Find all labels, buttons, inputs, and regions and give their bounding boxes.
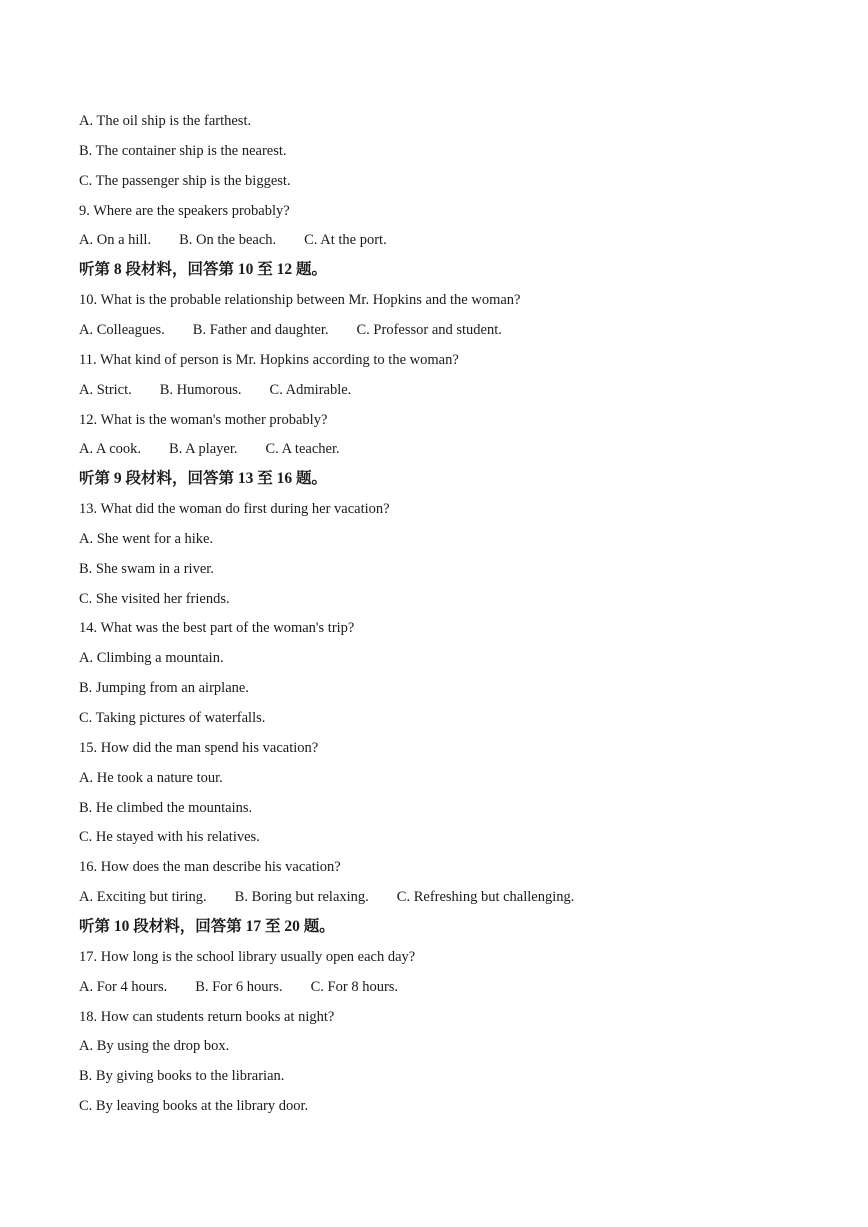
answer-option: A. On a hill.	[79, 232, 152, 248]
question-line: B. The container ship is the nearest.	[79, 143, 287, 159]
answer-option: B. Boring but relaxing.	[234, 889, 369, 905]
question-line: 14. What was the best part of the woman's trip?	[79, 620, 355, 636]
answer-options-row	[79, 321, 828, 339]
answer-option: B. For 6 hours.	[195, 979, 283, 995]
question-line: A. By using the drop box.	[79, 1038, 230, 1054]
answer-option: A. Exciting but tiring.	[79, 889, 207, 905]
question-line: 9. Where are the speakers probably?	[79, 203, 290, 219]
section-heading: 听第 10 段材料，回答第 17 至 20 题。	[79, 918, 335, 935]
question-line: B. She swam in a river.	[79, 561, 214, 577]
answer-options-row	[79, 888, 828, 906]
answer-options-row	[79, 440, 828, 458]
section-heading: 听第 8 段材料，回答第 10 至 12 题。	[79, 261, 328, 278]
question-line: B. By giving books to the librarian.	[79, 1068, 285, 1084]
answer-option: A. Colleagues.	[79, 322, 165, 338]
section-heading: 听第 9 段材料，回答第 13 至 16 题。	[79, 470, 328, 487]
question-line: 11. What kind of person is Mr. Hopkins according to the woman?	[79, 352, 459, 368]
question-line: A. Climbing a mountain.	[79, 650, 224, 666]
answer-option: A. A cook.	[79, 441, 142, 457]
question-line: C. Taking pictures of waterfalls.	[79, 710, 266, 726]
question-line: 12. What is the woman's mother probably?	[79, 412, 328, 428]
question-line: 17. How long is the school library usually open each day?	[79, 949, 416, 965]
answer-options-row	[79, 978, 828, 996]
answer-option: C. Admirable.	[269, 382, 352, 398]
answer-options-row	[79, 381, 828, 399]
question-line: C. The passenger ship is the biggest.	[79, 173, 291, 189]
answer-options-row	[79, 231, 828, 249]
answer-option: C. At the port.	[304, 232, 387, 248]
answer-option: C. Refreshing but challenging.	[396, 889, 575, 905]
answer-option: A. Strict.	[79, 382, 132, 398]
question-line: C. He stayed with his relatives.	[79, 829, 260, 845]
answer-option: C. A teacher.	[265, 441, 340, 457]
question-line: 10. What is the probable relationship between Mr. Hopkins and the woman?	[79, 292, 521, 308]
answer-option: A. For 4 hours.	[79, 979, 168, 995]
question-line: C. By leaving books at the library door.	[79, 1098, 309, 1114]
question-line: A. The oil ship is the farthest.	[79, 113, 252, 129]
answer-option: B. Humorous.	[159, 382, 242, 398]
question-line: B. He climbed the mountains.	[79, 800, 253, 816]
answer-option: B. A player.	[169, 441, 238, 457]
question-line: 15. How did the man spend his vacation?	[79, 740, 319, 756]
question-line: A. He took a nature tour.	[79, 770, 223, 786]
answer-option: C. For 8 hours.	[310, 979, 399, 995]
question-line: 13. What did the woman do first during her vacation?	[79, 501, 390, 517]
question-line: C. She visited her friends.	[79, 591, 230, 607]
answer-option: B. Father and daughter.	[192, 322, 329, 338]
question-line: B. Jumping from an airplane.	[79, 680, 249, 696]
question-line: 18. How can students return books at night?	[79, 1009, 335, 1025]
answer-option: B. On the beach.	[179, 232, 277, 248]
answer-option: C. Professor and student.	[356, 322, 502, 338]
question-line: A. She went for a hike.	[79, 531, 214, 547]
question-line: 16. How does the man describe his vacation?	[79, 859, 341, 875]
